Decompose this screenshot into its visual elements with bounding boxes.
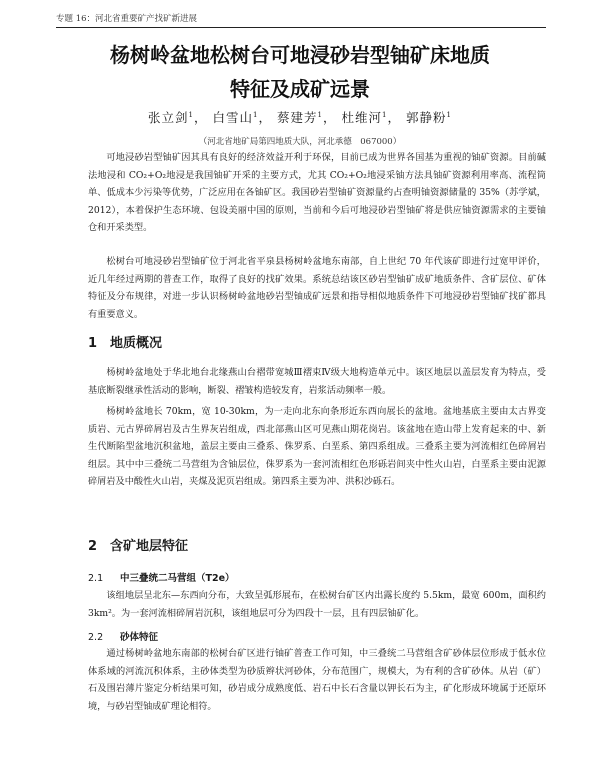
- author-separator: ，: [387, 110, 401, 125]
- author-affil-mark: 1: [382, 110, 388, 119]
- section-number: 2: [88, 539, 98, 554]
- author-affil-mark: 1: [188, 110, 195, 119]
- author-affil-mark: 1: [317, 110, 323, 119]
- author-name: 郭静粉: [405, 110, 447, 125]
- author-separator: ，: [322, 110, 337, 125]
- subsection-number: 2.2: [88, 632, 104, 643]
- author-name: 蔡建芳: [277, 110, 318, 125]
- subsection-title: 砂体特征: [120, 632, 159, 643]
- author-name: 杜维河: [341, 110, 382, 125]
- section-heading: [88, 332, 162, 351]
- body-paragraph: 杨树岭盆地处于华北地台北缘燕山台褶带宽城Ⅲ褶束Ⅳ级大地构造单元中。该区地层以盖层发育为特点，受基底断裂继承性活动的影响，断裂、褶皱构造较发育，岩浆活动频率一般。: [88, 367, 546, 396]
- intro-paragraph: 可地浸砂岩型铀矿因其具有良好的经济效益开利于环保，目前已成为世界各国基为重视的铀矿资源。目前碱法地浸和 CO₂+O₂地浸是我国铀矿开采的主要方式，尤其 CO₂+O₂地浸采铀方法具铀矿资源利用率高、流程筒单、低成本少污染等优势，广泛应用在各铀矿区。我国砂岩型铀矿资源量约占查明铀资源储量的 35%（苏学斌，2012），本着保护生态环境、包设美丽中国的原则，当前和今后可地浸砂岩型铀矿将是供应铀资源需求的主要铀仓和开采类型。: [88, 152, 546, 233]
- section-heading: [88, 535, 188, 554]
- subsection-heading: [88, 629, 158, 643]
- author-list: [40, 108, 560, 126]
- author-name: 白雪山: [212, 110, 254, 125]
- subsection-title: 中三叠统二马营组（T2e）: [120, 573, 235, 584]
- header-rule: [56, 27, 546, 28]
- author-separator: ，: [194, 110, 208, 125]
- section-title: 含矿地层特征: [110, 539, 189, 554]
- subsection-number: 2.1: [88, 573, 104, 584]
- title-line-2: 特征及成矿远景: [230, 77, 370, 101]
- author-affil-mark: 1: [253, 110, 259, 119]
- body-paragraph: 该组地层呈北东—东西向分布，大致呈弧形展布，在松树台矿区内出露长度约 5.5km，最宽 600m，面积约 3km²。为一套河流相碎屑岩沉积，该组地层可分为四段十一层，且有四层铀矿化。: [88, 590, 546, 619]
- body-paragraph: 杨树岭盆地长 70km，宽 10-30km，为一走向北东向条形近东西向展长的盆地。盆地基底主要由太古界变质岩、元古界碎屑岩及古生界灰岩组成，西北部燕山区可见燕山期花岗岩。该盆地在造山带上发育起来的中、新生代断陷型盆地沉积盆地，盖层主要由三叠系、侏罗系、白垩系、第四系组成。三叠系主要为河流相红色碎屑岩组层。其中中三叠统二马营组为含铀层位，侏罗系为一套河流相红色形砾岩间夹中性火山岩，白垩系主要由泥源碎屑岩及中酸性火山岩，夹煤及泥页岩组成。第四系主要为冲、洪积沙砾石。: [88, 406, 546, 487]
- title-line-1: 杨树岭盆地松树台可地浸砂岩型铀矿床地质: [110, 43, 490, 67]
- section-title: 地质概况: [110, 336, 163, 351]
- section-number: 1: [88, 336, 98, 351]
- affiliation: （河北省地矿局第四地质大队，河北承德 067000）: [198, 137, 402, 147]
- author-separator: ，: [258, 110, 273, 125]
- paper-title: [40, 38, 560, 106]
- running-head: 专题 16：河北省重要矿产找矿新进展: [56, 14, 198, 24]
- author-name: 张立剑: [148, 110, 189, 125]
- subsection-heading: [88, 570, 235, 584]
- author-affil-mark: 1: [446, 110, 452, 119]
- intro-paragraph: 松树台可地浸砂岩型铀矿位于河北省平泉县杨树岭盆地东南部，自上世纪 70 年代该矿即进行过宽甲评价，近几年经过两期的普查工作，取得了良好的找矿效果。系统总结该区砂岩型铀矿成矿地质条件、含矿层位、矿体特征及分布规律，对进一步认识杨树岭盆地砂岩型铀成矿远景和指导相似地质条件下可地浸砂岩型铀矿找矿都具有重要意义。: [88, 256, 546, 320]
- body-paragraph: 通过杨树岭盆地东南部的松树台矿区进行铀矿普查工作可知，中三叠统二马营组含矿砂体层位形成于低水位体系域的河流沉积体系，主砂体类型为砂质辫状河砂体，分布范围广，规模大，为有利的含矿砂体。从岩（矿）石及围岩薄片鉴定分析结果可知，砂岩成分成熟度低、岩石中长石含量以钾长石为主，矿化形成环境属于还原环境，与砂岩型铀成矿理论相符。: [88, 648, 546, 712]
